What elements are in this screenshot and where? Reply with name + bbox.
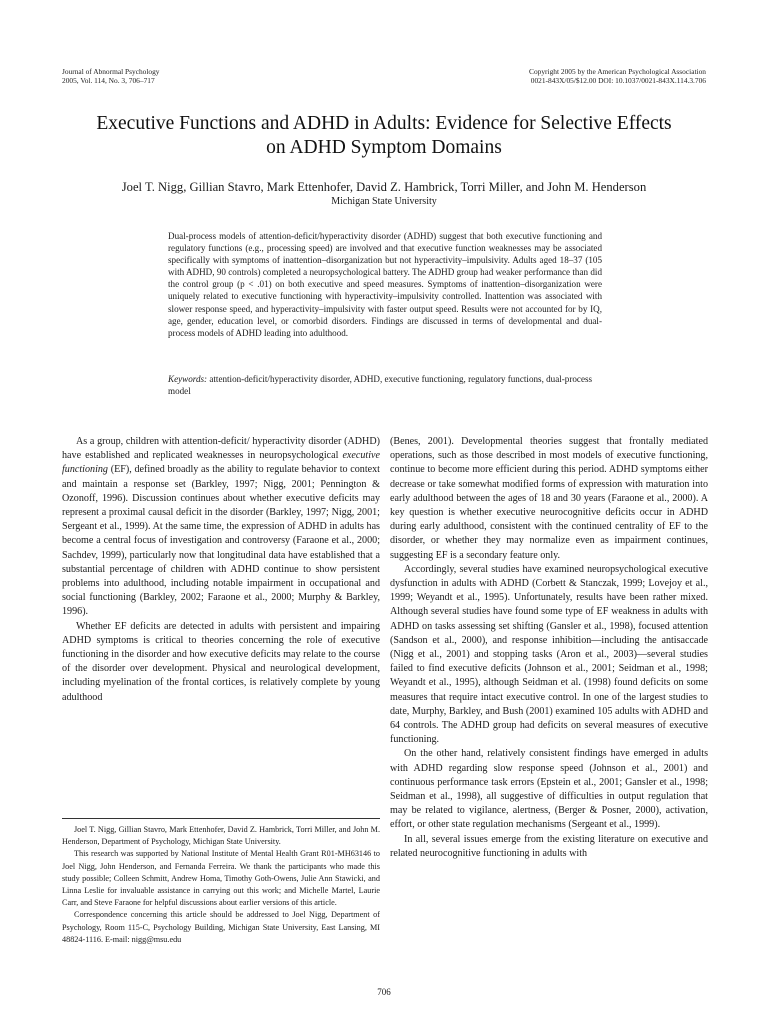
doi-line: 0021-843X/05/$12.00 DOI: 10.1037/0021-843X.114.3.706 [530,76,706,85]
footnote-divider [62,818,380,819]
author-list: Joel T. Nigg, Gillian Stavro, Mark Ettenhofer, David Z. Hambrick, Torri Miller, and John M. Henderson [121,180,647,194]
author-note-correspondence: Correspondence concerning this article should be addressed to Joel Nigg, Department of Psychology, Room 115-C, Psychology Building, Michigan State University, East Lansing, MI 48824-1116. E-mail: nigg@msu.edu [62,910,380,944]
title-line-1: Executive Functions and ADHD in Adults: Evidence for Selective Effects [96,113,672,134]
paragraph: Accordingly, several studies have examined neuropsychological executive dysfunction in adults with ADHD (Corbett & Stanczak, 1999; Lovejoy et al., 1999; Weyandt et al., 1995). Unfortunately, results have been rather mixed. Although several studies have found some type of EF weakness in adults with ADHD on tasks assessing set shifting (Gansler et al., 1998), focused attention (Sandson et al., 2000), and response inhibition—including the antisaccade (Nigg et al., 2001) and stopping tasks (Aron et al., 2003)—several studies failed to find executive deficits (Johnson et al., 2001; Seidman et al., 1998; Weyandt et al., 1995), although Seidman et al. (1998) found deficits on some measures that require intact executive control. In one of the largest studies to date, Murphy, Barkley, and Bush (2001) examined 105 adults with ADHD and 64 controls. The ADHD group had deficits on several measures of executive functioning. [390,563,708,746]
body-column-left [62,435,380,705]
author-note-funding: This research was supported by National Institute of Mental Health Grant R01-MH63146 to Joel Nigg, John Henderson, and Fernanda Ferreira. We thank the participants who made this study possible; Colleen Schmitt, Andrew Homa, Timothy Goth-Owens, Julie Ann Stawicki, and Linna Leslie for invaluable assistance in carrying out this work; and Michelle Martel, Laurie Carr, and Steve Faraone for helpful discussions about earlier versions of this article. [62,849,380,908]
paragraph-text: As a group, children with attention-deficit/ hyperactivity disorder (ADHD) have established and replicated weaknesses in neuropsychological [62,436,380,462]
emphasis-term: executive functioning [62,450,380,476]
affiliation: Michigan State University [331,196,437,207]
title-line-2: on ADHD Symptom Domains [266,137,502,158]
keywords-label: Keywords: [168,374,208,384]
journal-name: Journal of Abnormal Psychology [62,67,160,76]
journal-volume: 2005, Vol. 114, No. 3, 706–717 [62,76,155,85]
paragraph: (Benes, 2001). Developmental theories suggest that frontally mediated operations, such as those described in most models of executive functioning, continue to become more efficient during this period. ADHD symptoms either decrease or take somewhat modified forms of expression with maturation into early adulthood between the ages of 18 and 30 years (Faraone et al., 2000). A key question is whether executive neurocognitive deficits occur in ADHD during early adulthood, consistent with the continued centrality of EF to the disorder, or whether they may normalize even as impairment continues, suggesting EF is a secondary feature only. [390,436,708,561]
copyright-header [529,67,706,85]
paragraph: In all, several issues emerge from the existing literature on executive and related neurocognitive functioning in adults with [390,833,708,859]
abstract: Dual-process models of attention-deficit/hyperactivity disorder (ADHD) suggest that both executive functioning and regulatory functions (e.g., processing speed) are involved and that executive function weaknesses may be associated specifically with symptoms of inattention–disorganization but not hyperactivity–impulsivity. Adults aged 18–37 (105 with ADHD, 90 controls) completed a neuropsychological battery. The ADHD group had weaker performance than did the control group (p < .01) on both executive and speed measures. Symptoms of inattention–disorganization were uniquely related to executive functioning with hyperactivity–impulsivity controlled. Inattention was associated with slower response speed, and hyperactivity–impulsivity with faster output speed. Results were not accounted for by IQ, age, gender, education level, or comorbid disorders. Findings are discussed in terms of developmental and dual-process models of ADHD leading into adulthood. [168,231,602,338]
keywords [168,373,602,397]
journal-header [62,67,160,85]
author-note [62,824,380,946]
paragraph: On the other hand, relatively consistent findings have emerged in adults with ADHD regarding slow response speed (Johnson et al., 2001) and continuous performance task errors (Epstein et al., 2001; Gansler et al., 1998; Seidman et al., 1998), all suggestive of difficulties in output regulation that may be related to vigilance, alertness, (Berger & Posner, 2000), activation, effort, or other state regulation mechanisms (Sergeant et al., 1999). [390,748,708,831]
paragraph-text: (EF), defined broadly as the ability to regulate behavior to context and maintain a response set (Barkley, 1997; Nigg, 2001; Pennington & Ozonoff, 1996). Discussion continues about whether executive deficits may represent a proximal causal deficit in the disorder (Barkley, 1997; Nigg, 2001; Sergeant et al., 1999). At the same time, the expression of ADHD in adults has become a central focus of investigation and controversy (Faraone et al., 2000; Sachdev, 1999), particularly now that longitudinal data have established that a substantial percentage of children with ADHD continue to show persistent problems into adulthood, including notable impairment in occupational and social functioning (Barkley, 2002; Faraone et al., 2000; Murphy & Barkley, 1996). [62,464,380,618]
paragraph: Whether EF deficits are detected in adults with persistent and impairing ADHD symptoms is critical to theories concerning the role of executive functioning in the disorder and how executive deficits may relate to the course of the disorder over development. Physical and neurological development, including myelination of the frontal cortices, is relatively complete by young adulthood [62,620,380,703]
article-title [40,112,728,160]
page-number: 706 [377,987,391,997]
paragraph [62,435,380,620]
body-column-right [390,435,708,861]
copyright-line: Copyright 2005 by the American Psychological Association [529,67,706,76]
author-note-affiliation: Joel T. Nigg, Gillian Stavro, Mark Ettenhofer, David Z. Hambrick, Torri Miller, and John M. Henderson, Department of Psychology, Michigan State University. [62,825,380,847]
keywords-text: attention-deficit/hyperactivity disorder, ADHD, executive functioning, regulatory functions, dual-process model [168,374,593,397]
